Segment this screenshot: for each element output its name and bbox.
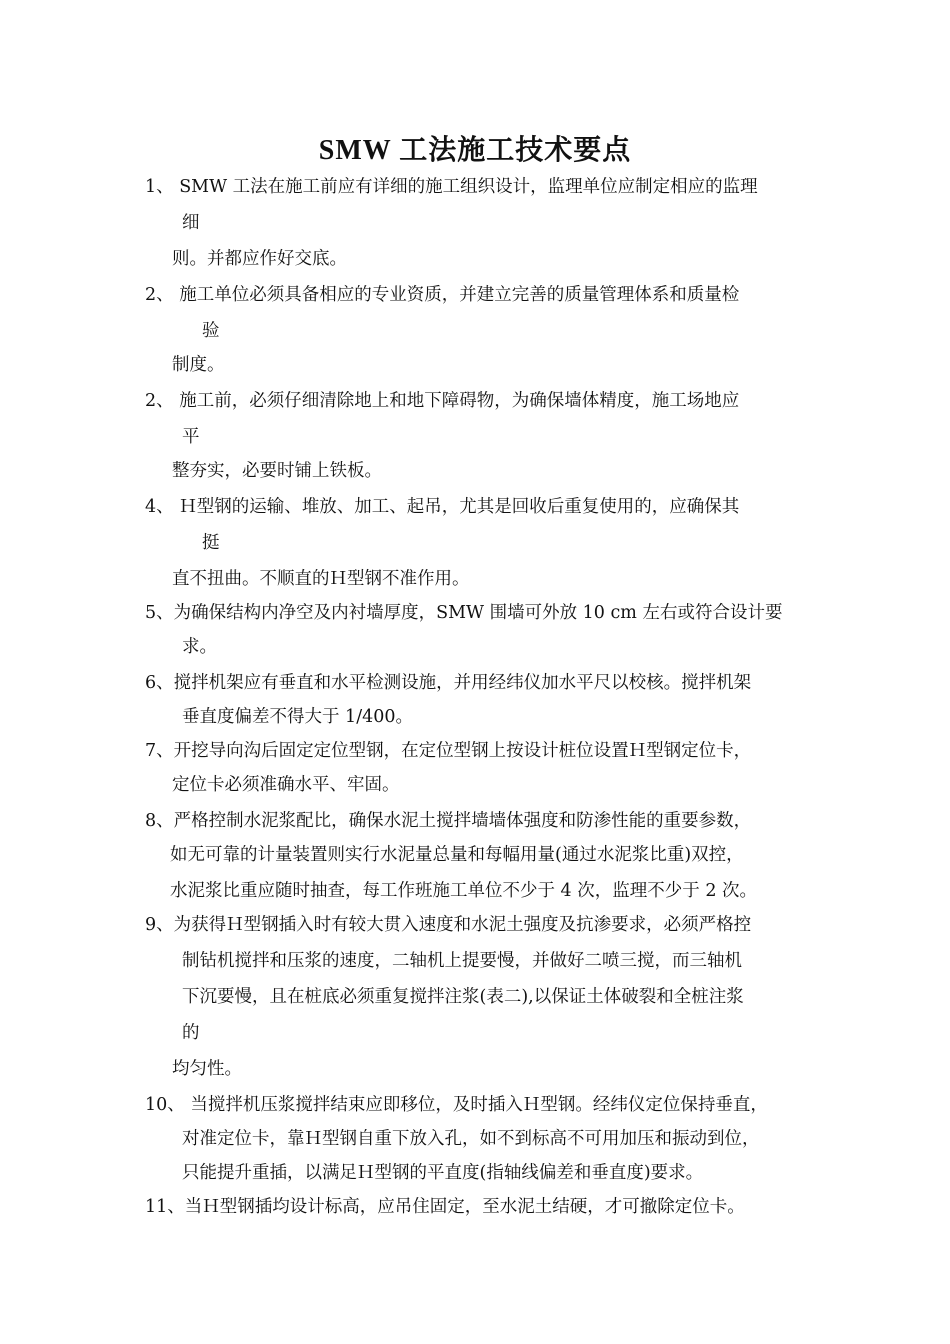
text-line: 求。 — [182, 637, 217, 657]
text-line: 的 — [182, 1023, 200, 1043]
text-line: 制钻机搅拌和压浆的速度，二轴机上提要慢，并做好二喷三搅，而三轴机 — [182, 951, 742, 971]
text-line: 10、 当搅拌机压浆搅拌结束应即移位，及时插入Ｈ型钢。经纬仪定位保持垂直， — [145, 1095, 768, 1115]
text-line: 11、当Ｈ型钢插均设计标高，应吊住固定，至水泥土结硬，才可撤除定位卡。 — [145, 1197, 745, 1217]
text-line: 2、 施工单位必须具备相应的专业资质，并建立完善的质量管理体系和质量检 — [145, 285, 740, 305]
text-line: 如无可靠的计量装置则实行水泥量总量和每幅用量(通过水泥浆比重)双控， — [170, 845, 744, 865]
text-line: 水泥浆比重应随时抽查，每工作班施工单位不少于 4 次，监理不少于 2 次。 — [170, 881, 758, 901]
text-line: 均匀性。 — [172, 1059, 242, 1079]
text-line: 整夯实，必要时铺上铁板。 — [172, 461, 382, 481]
text-line: 只能提升重插，以满足Ｈ型钢的平直度(指轴线偏差和垂直度)要求。 — [182, 1163, 704, 1183]
text-line: 6、搅拌机架应有垂直和水平检测设施，并用经纬仪加水平尺以校核。搅拌机架 — [145, 673, 752, 693]
text-line: 直不扭曲。不顺直的Ｈ型钢不准作用。 — [172, 569, 470, 589]
text-line: 8、严格控制水泥浆配比，确保水泥土搅拌墙墙体强度和防渗性能的重要参数， — [145, 811, 752, 831]
text-line: 5、为确保结构内净空及内衬墙厚度，SMW 围墙可外放 10 cm 左右或符合设计要 — [145, 603, 783, 623]
text-line: 则。并都应作好交底。 — [172, 249, 347, 269]
text-line: 4、 Ｈ型钢的运输、堆放、加工、起吊，尤其是回收后重复使用的，应确保其 — [145, 497, 740, 517]
text-line: 对准定位卡，靠Ｈ型钢自重下放入孔，如不到标高不可用加压和振动到位， — [182, 1129, 760, 1149]
page-title: SMW 工法施工技术要点 — [318, 135, 632, 166]
text-line: 2、 施工前，必须仔细清除地上和地下障碍物，为确保墙体精度，施工场地应 — [145, 391, 740, 411]
text-line: 验 — [202, 321, 220, 341]
text-line: 制度。 — [172, 355, 225, 375]
text-line: 挺 — [202, 533, 220, 553]
text-line: 平 — [182, 427, 200, 447]
text-line: 7、开挖导向沟后固定定位型钢，在定位型钢上按设计桩位设置Ｈ型钢定位卡， — [145, 741, 752, 761]
text-line: 1、 SMW 工法在施工前应有详细的施工组织设计，监理单位应制定相应的监理 — [145, 177, 758, 197]
text-line: 垂直度偏差不得大于 1/400。 — [182, 707, 413, 727]
text-line: 细 — [182, 213, 200, 233]
text-line: 定位卡必须准确水平、牢固。 — [172, 775, 400, 795]
text-line: 9、为获得Ｈ型钢插入时有较大贯入速度和水泥土强度及抗渗要求，必须严格控 — [145, 915, 752, 935]
text-line: 下沉要慢，且在桩底必须重复搅拌注浆(表二),以保证土体破裂和全桩注浆 — [182, 987, 744, 1007]
